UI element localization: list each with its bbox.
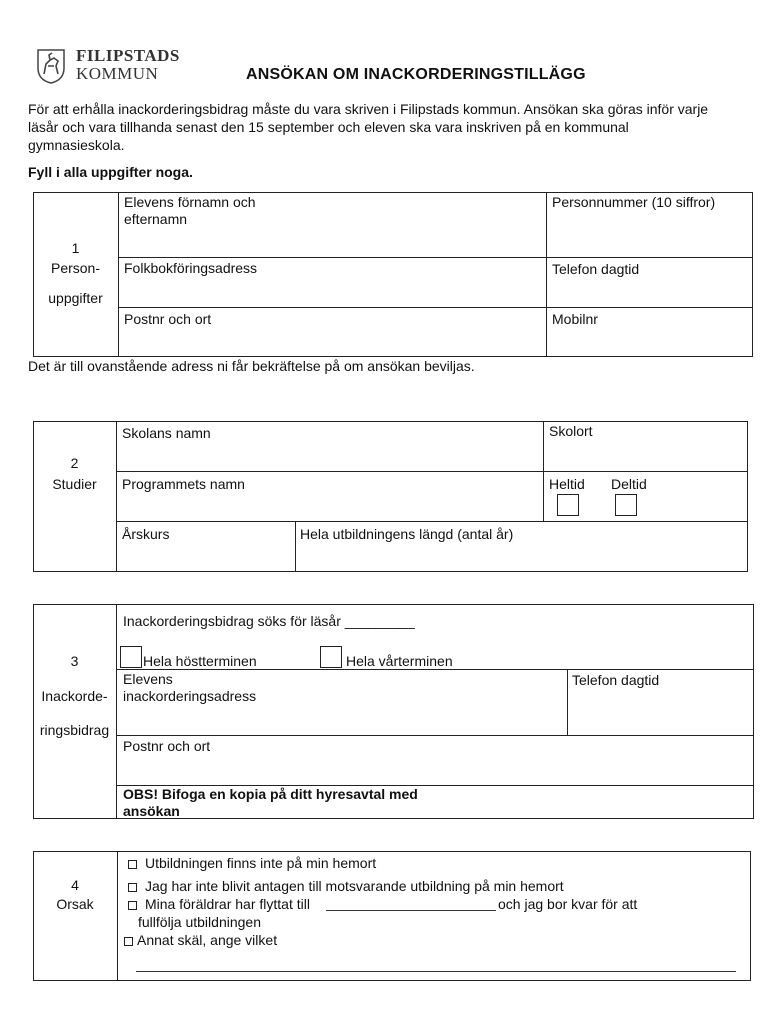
reason-1-checkbox[interactable] (128, 860, 137, 869)
section-1-label: Person- (50, 260, 101, 276)
moved-to-blank[interactable] (326, 910, 496, 911)
grade-field[interactable]: Årskurs (122, 526, 170, 542)
reason-2-label: Jag har inte blivit antagen till motsvarande utbildning på min hemort (145, 878, 564, 894)
obs-note: OBS! Bifoga en kopia på ditt hyresavtal med (123, 786, 418, 802)
intro-text: För att erhålla inackorderingsbidrag måste du vara skriven i Filipstads kommun. Ansökan ska göras inför varje läsår och vara tillhanda senast den 15 september och eleven ska vara inskriven på en kommunal gymnasieskola. (28, 101, 709, 153)
reason-3-option[interactable] (128, 896, 310, 913)
reason-4-option[interactable] (124, 932, 277, 949)
section-1-label-2: uppgifter (48, 290, 103, 306)
reason-2-checkbox[interactable] (128, 883, 137, 892)
section-4-number: 4 (71, 877, 79, 893)
section-3-label-2: ringsbidrag (39, 722, 110, 738)
fulltime-label: Heltid (549, 476, 585, 492)
reason-3-continued-2: fullfölja utbildningen (138, 914, 261, 930)
section-3-number: 3 (70, 653, 79, 669)
reason-2-option[interactable] (128, 878, 564, 895)
registered-address-field[interactable]: Folkbokföringsadress (124, 260, 258, 276)
page-title: ANSÖKAN OM INACKORDERINGSTILLÄGG (246, 66, 586, 83)
school-name-field[interactable]: Skolans namn (122, 425, 211, 441)
daytime-phone-field[interactable]: Telefon dagtid (552, 261, 640, 277)
municipality-logo (36, 46, 180, 86)
boarding-address-label: Elevens (123, 671, 173, 687)
section-4-label: Orsak (56, 896, 94, 912)
other-reason-field[interactable] (136, 971, 736, 972)
student-name-field[interactable]: Elevens förnamn och efternamn (124, 194, 256, 227)
section-2-label: Studier (52, 476, 97, 492)
personal-number-field[interactable]: Personnummer (10 siffror) (552, 194, 716, 210)
logo-line-2: KOMMUN (76, 64, 159, 83)
reason-1-label: Utbildningen finns inte på min hemort (145, 855, 377, 871)
reason-1-option[interactable] (128, 855, 376, 872)
program-length-field[interactable]: Hela utbildningens längd (antal år) (300, 526, 514, 542)
program-name-field[interactable]: Programmets namn (122, 476, 245, 492)
section-3-label: Inackorde- (41, 688, 108, 704)
boarding-postal-field[interactable]: Postnr och ort (123, 738, 211, 754)
obs-note-2: ansökan (123, 803, 180, 819)
school-city-field[interactable]: Skolort (549, 423, 593, 439)
logo-line-1: FILIPSTADS (76, 46, 180, 65)
school-year-field[interactable]: Inackorderingsbidrag söks för läsår _________ (123, 613, 415, 629)
section-2-box (33, 421, 748, 572)
address-note: Det är till ovanstående adress ni får bekräftelse på om ansökan beviljas. (28, 358, 475, 374)
spring-term-checkbox[interactable] (320, 646, 342, 668)
reason-4-label: Annat skäl, ange vilket (137, 932, 278, 948)
fulltime-checkbox[interactable] (557, 494, 579, 516)
parttime-checkbox[interactable] (615, 494, 637, 516)
parttime-label: Deltid (611, 476, 647, 492)
boarding-phone-field[interactable]: Telefon dagtid (572, 672, 660, 688)
reason-3-continued: och jag bor kvar för att (498, 896, 638, 912)
instruction-text: Fyll i alla uppgifter noga. (28, 164, 193, 180)
section-2-number: 2 (70, 455, 79, 471)
autumn-term-label: Hela höstterminen (143, 653, 257, 669)
reason-4-checkbox[interactable] (124, 937, 133, 946)
reason-3-label: Mina föräldrar har flyttat till (145, 896, 310, 912)
coat-of-arms-icon (36, 48, 66, 84)
autumn-term-checkbox[interactable] (120, 646, 142, 668)
section-1-number: 1 (71, 240, 80, 256)
postal-code-field[interactable]: Postnr och ort (124, 311, 212, 327)
boarding-address-field[interactable]: inackorderingsadress (123, 688, 257, 704)
mobile-field[interactable]: Mobilnr (552, 311, 598, 327)
reason-3-checkbox[interactable] (128, 901, 137, 910)
spring-term-label: Hela vårterminen (346, 653, 453, 669)
